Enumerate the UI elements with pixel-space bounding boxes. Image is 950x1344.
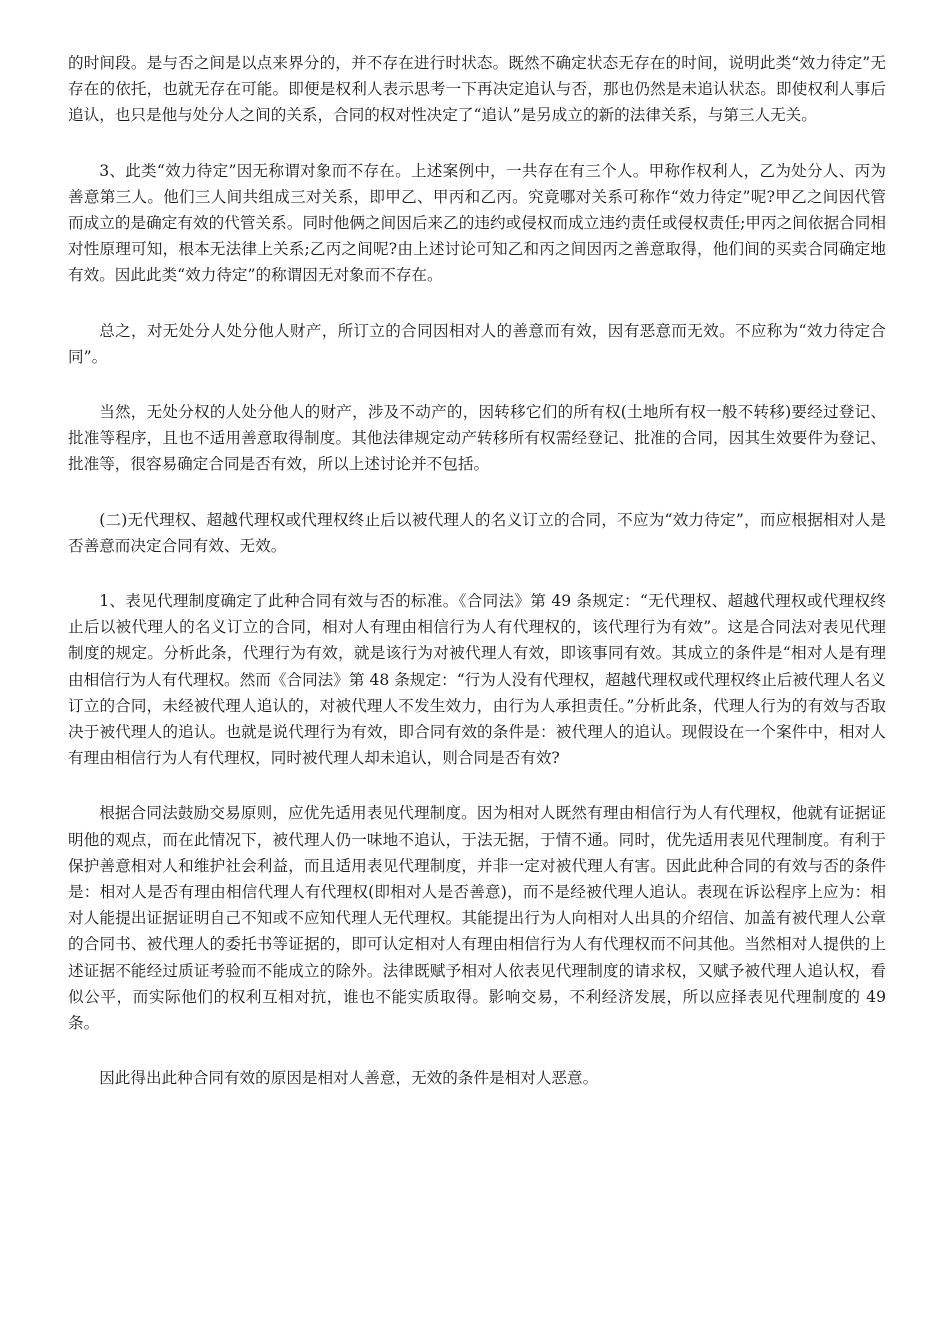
- paragraph-point-3: 3、此类“效力待定”因无称谓对象而不存在。上述案例中，一共存在有三个人。甲称作权利人，乙为处分人、丙为善意第三人。他们三人间共组成三对关系，即甲乙、甲丙和乙丙。究竟哪对关系可称作“效力待定”呢?甲乙之间因代管而成立的是确定有效的代管关系。同时他俩之间因后来乙的违约或侵权而成立违约责任或侵权责任;甲丙之间依据合同相对性原理可知，根本无法律上关系;乙丙之间呢?由上述讨论可知乙和丙之间因丙之善意取得，他们间的买卖合同确定地有效。因此此类“效力待定”的称谓因无对象而不存在。: [68, 161, 886, 285]
- paragraph-real-property: 当然，无处分权的人处分他人的财产，涉及不动产的，因转移它们的所有权(土地所有权一般不转移)要经过登记、批准等程序，且也不适用善意取得制度。其他法律规定动产转移所有权需经登记、批准的合同，因其生效要件为登记、批准等，很容易确定合同是否有效，所以上述讨论并不包括。: [68, 403, 886, 474]
- document-page: [68, 50, 886, 1121]
- paragraph-conclusion: 因此得出此种合同有效的原因是相对人善意，无效的条件是相对人恶意。: [99, 1069, 599, 1088]
- paragraph-summary: 总之，对无处分人处分他人财产，所订立的合同因相对人的善意而有效，因有恶意而无效。不应称为“效力待定合同”。: [68, 321, 886, 366]
- paragraph-continuation: 的时间段。是与否之间是以点来界分的，并不存在进行时状态。既然不确定状态无存在的时间，说明此类“效力待定”无存在的依托，也就无存在可能。即便是权利人表示思考一下再决定追认与否，那也仍然是未追认状态。即使权利人事后追认，也只是他与处分人之间的关系，合同的权对性决定了“追认”是另成立的新的法律关系，与第三人无关。: [68, 54, 886, 125]
- paragraph-analysis: 根据合同法鼓励交易原则，应优先适用表见代理制度。因为相对人既然有理由相信行为人有代理权，他就有证据证明他的观点，而在此情况下，被代理人仍一味地不追认，于法无据，于情不通。同时，优先适用表见代理制度。有利于保护善意相对人和维护社会利益，而且适用表见代理制度，并非一定对被代理人有害。因此此种合同的有效与否的条件是：相对人是否有理由相信代理人有代理权(即相对人是否善意)，而不是经被代理人追认。表现在诉讼程序上应为：相对人能提出证据证明自己不知或不应知代理人无代理权。其能提出行为人向相对人出具的介绍信、加盖有被代理人公章的合同书、被代理人的委托书等证据的，即可认定相对人有理由相信行为人有代理权而不问其他。当然相对人提供的上述证据不能经过质证考验而不能成立的除外。法律既赋予相对人依表见代理制度的请求权，又赋予被代理人追认权，看似公平，而实际他们的权利互相对抗，谁也不能实质取得。影响交易，不利经济发展，所以应择表见代理制度的 49 条。: [68, 804, 886, 1033]
- paragraph-apparent-agency: 1、表见代理制度确定了此种合同有效与否的标准。《合同法》第 49 条规定：“无代理权、超越代理权或代理权终止后以被代理人的名义订立的合同，相对人有理由相信行为人有代理权的，该代理行为有效”。这是合同法对表见代理制度的规定。分析此条，代理行为有效，就是该行为对被代理人有效，即该事同有效。其成立的条件是“相对人是有理由相信行为人有代理权。然而《合同法》第 48 条规定：“行为人没有代理权，超越代理权或代理权终止后被代理人名义订立的合同，未经被代理人追认的，对被代理人不发生效力，由行为人承担责任。”分析此条，代理人行为的有效与否取决于被代理人的追认。也就是说代理行为有效，即合同有效的条件是：被代理人的追认。现假设在一个案件中，相对人有理由相信行为人有代理权，同时被代理人却未追认，则合同是否有效?: [68, 592, 886, 768]
- paragraph-section-2-heading: (二)无代理权、超越代理权或代理权终止后以被代理人的名义订立的合同，不应为“效力待定”，而应根据相对人是否善意而决定合同有效、无效。: [68, 510, 886, 555]
